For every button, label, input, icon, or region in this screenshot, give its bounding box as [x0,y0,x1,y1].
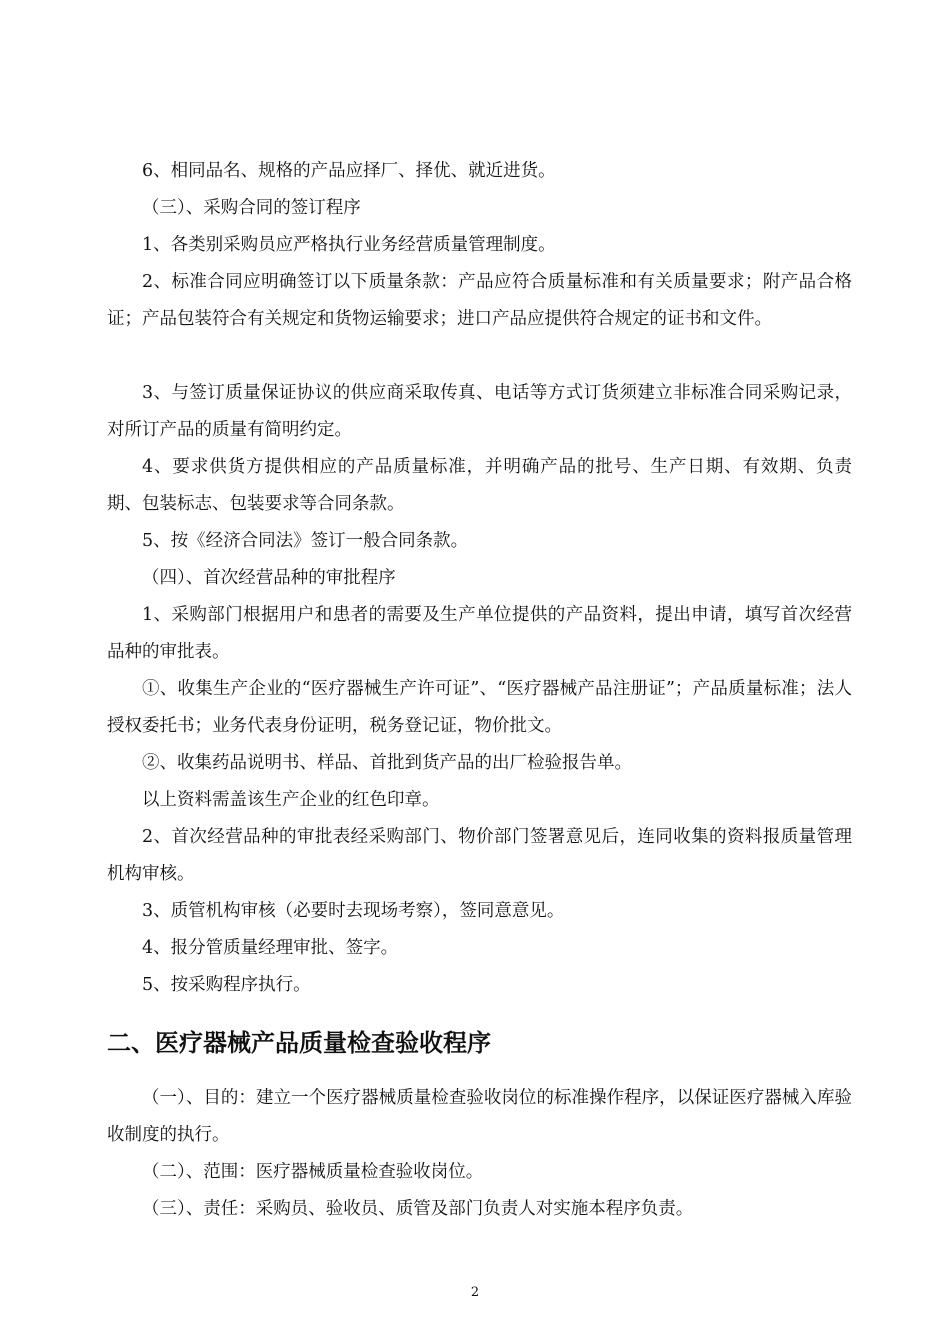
subheading-purchase-contract: （三）、采购合同的签订程序 [142,198,361,218]
paragraph-red-seal: 以上资料需盖该生产企业的红色印章。 [142,790,440,810]
paragraph-item-5-contract-law: 5、按《经济合同法》签订一般合同条款。 [142,531,469,551]
paragraph-item-5-execute: 5、按采购程序执行。 [142,975,311,995]
paragraph-item-2-standard-contract: 2、标准合同应明确签订以下质量条款：产品应符合质量标准和有关质量要求；附产品合格证；产品包装符合有关规定和货物运输要求；进口产品应提供符合规定的证书和文件。 [107,272,852,329]
paragraph-item-4-quality-standard: 4、要求供货方提供相应的产品质量标准，并明确产品的批号、生产日期、有效期、负责期、包装标志、包装要求等合同条款。 [107,457,852,514]
subheading-first-variety-approval: （四）、首次经营品种的审批程序 [142,568,396,588]
paragraph-scope: （二）、范围：医疗器械质量检查验收岗位。 [142,1162,484,1182]
page-number: 2 [470,1285,480,1300]
paragraph-circled-1-licenses: ①、收集生产企业的“医疗器械生产许可证”、“医疗器械产品注册证”；产品质量标准；法人授权委托书；业务代表身份证明，税务登记证，物价批文。 [107,679,852,736]
paragraph-item-3-non-standard-record: 3、与签订质量保证协议的供应商采取传真、电话等方式订货须建立非标准合同采购记录，对所订产品的质量有简明约定。 [107,383,852,440]
paragraph-item-3-qa-review: 3、质管机构审核（必要时去现场考察），签同意意见。 [142,901,565,921]
paragraph-circled-2-samples: ②、收集药品说明书、样品、首批到货产品的出厂检验报告单。 [142,753,632,773]
paragraph-item-6-supplier-choice: 6、相同品名、规格的产品应择厂、择优、就近进货。 [142,161,556,181]
section-heading: 二、医疗器械产品质量检查验收程序 [107,1028,491,1057]
paragraph-item-1-application: 1、采购部门根据用户和患者的需要及生产单位提供的产品资料，提出申请，填写首次经营品种的审批表。 [107,605,852,662]
paragraph-item-4-manager-approval: 4、报分管质量经理审批、签字。 [142,938,399,958]
paragraph-item-1-buyers: 1、各类别采购员应严格执行业务经营质量管理制度。 [142,235,556,255]
paragraph-responsibility: （三）、责任：采购员、验收员、质管及部门负责人对实施本程序负责。 [142,1199,694,1219]
paragraph-purpose: （一）、目的：建立一个医疗器械质量检查验收岗位的标准操作程序，以保证医疗器械入库验收制度的执行。 [107,1088,852,1145]
paragraph-item-2-review: 2、首次经营品种的审批表经采购部门、物价部门签署意见后，连同收集的资料报质量管理机构审核。 [107,827,852,884]
